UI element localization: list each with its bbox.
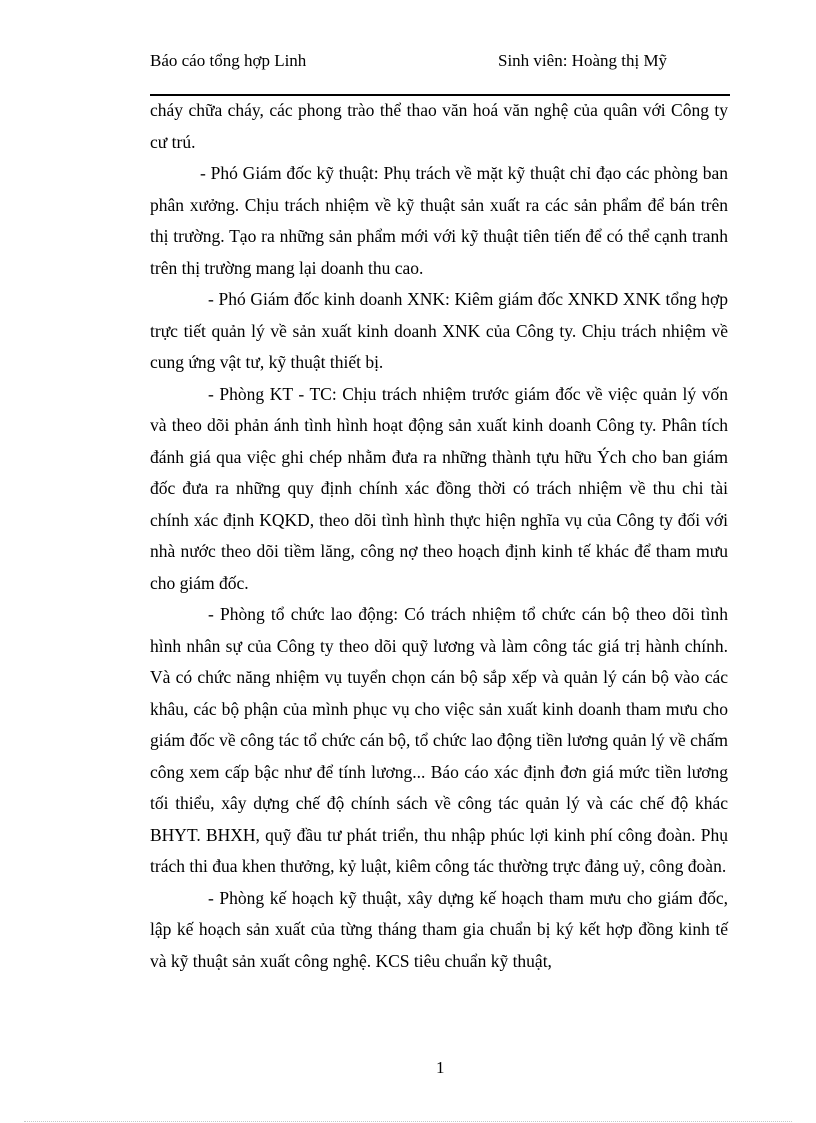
paragraph-labor-department: - Phòng tổ chức lao động: Có trách nhiệm tổ chức cán bộ theo dõi tình hình nhân sự của Công ty theo dõi quỹ lương và làm công tác giá trị hành chính. Và có chức năng nhiệm vụ tuyển chọn cán bộ sắp xếp và quản lý cán bộ vào các khâu, các bộ phận của mình phục vụ cho việc sản xuất kinh doanh tham mưu cho giám đốc về công tác tổ chức cán bộ, tổ chức lao động tiền lương quản lý về chấm công xem cấp bậc như để tính lương... Báo cáo xác định đơn giá mức tiền lương tối thiểu, xây dựng chế độ chính sách về công tác quản lý và các chế độ khác BHYT. BHXH, quỹ đầu tư phát triển, thu nhập phúc lợi kinh phí công đoàn. Phụ trách thi đua khen thưởng, kỷ luật, kiêm công tác thường trực đảng uỷ, công đoàn. — [150, 604, 728, 876]
paragraph-finance-department: - Phòng KT - TC: Chịu trách nhiệm trước giám đốc về việc quản lý vốn và theo dõi phản ánh tình hình hoạt động sản xuất kinh doanh Công ty. Phân tích đánh giá qua việc ghi chép nhằm đưa ra những thành tựu hữu Ých cho ban giám đốc đưa ra những quy định chính xác đồng thời có trách nhiệm về thu chi tài chính xác định KQKD, theo dõi tình hình thực hiện nghĩa vụ của Công ty đối với nhà nước theo dõi tiềm lăng, công nợ theo hoạch định kinh tế khác để tham mưu cho giám đốc. — [150, 383, 728, 593]
page-header — [150, 48, 730, 96]
header-report-title: Báo cáo tổng hợp Linh — [150, 51, 307, 70]
paragraph-planning-department: - Phòng kế hoạch kỹ thuật, xây dựng kế hoạch tham mưu cho giám đốc, lập kế hoạch sản xuất của từng tháng tham gia chuẩn bị ký kết hợp đồng kinh tế và kỹ thuật sản xuất công nghệ. KCS tiêu chuẩn kỹ thuật, — [150, 887, 728, 971]
paragraph-business-deputy: - Phó Giám đốc kinh doanh XNK: Kiêm giám đốc XNKD XNK tổng hợp trực tiết quản lý về sản xuất kinh doanh XNK của Công ty. Chịu trách nhiệm về cung ứng vật tư, kỹ thuật thiết bị. — [150, 289, 728, 372]
page-bottom-divider — [24, 1121, 792, 1122]
header-student-name: Sinh viên: Hoàng thị Mỹ — [498, 51, 668, 70]
page-number: 1 — [436, 1058, 445, 1077]
body-text — [150, 95, 728, 977]
paragraph-technical-deputy: - Phó Giám đốc kỹ thuật: Phụ trách về mặt kỹ thuật chỉ đạo các phòng ban phân xưởng. Chịu trách nhiệm về kỹ thuật sản xuất ra các sản phẩm để bán trên thị trường. Tạo ra những sản phẩm mới với kỹ thuật tiên tiến để có thể cạnh tranh trên thị trường mang lại doanh thu cao. — [150, 163, 728, 278]
paragraph-continuation: cháy chữa cháy, các phong trào thể thao văn hoá văn nghệ của quân với Công ty cư trú. — [150, 100, 728, 152]
